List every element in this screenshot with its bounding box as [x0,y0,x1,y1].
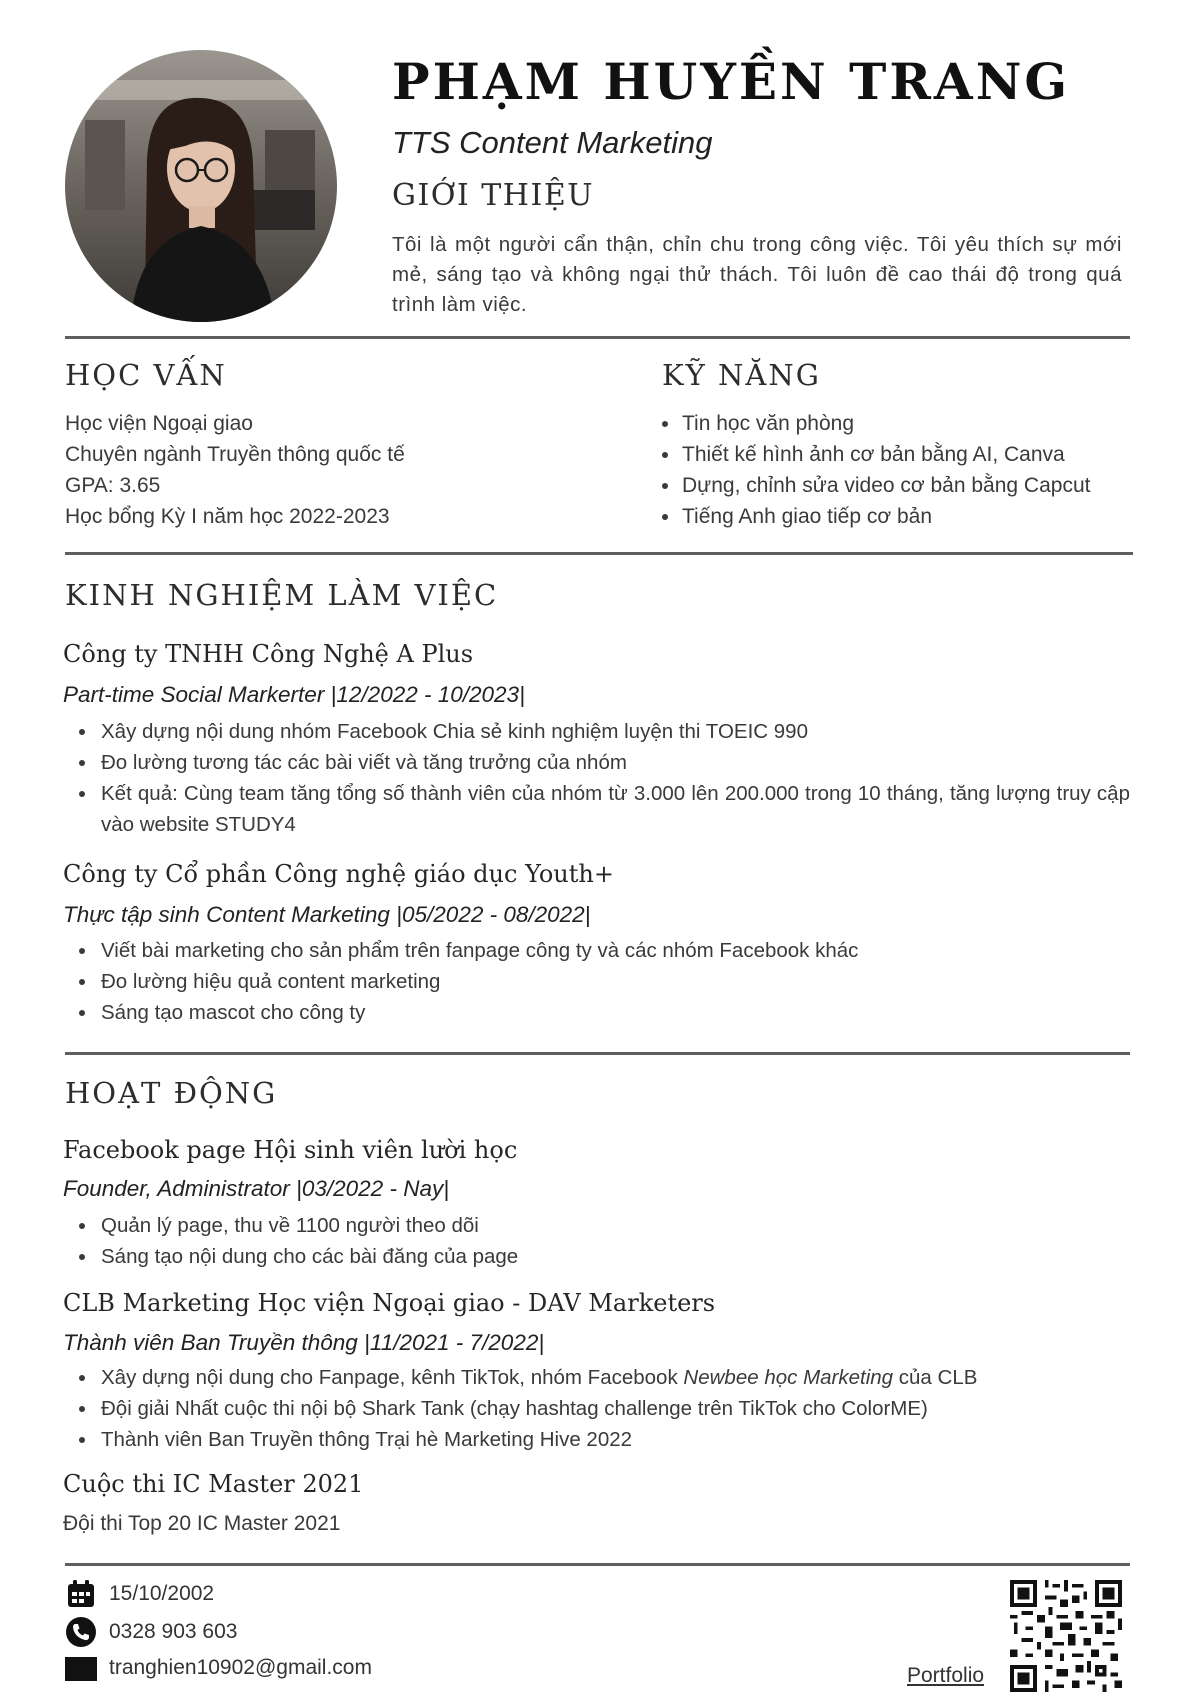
activity-bullet: Quản lý page, thu về 1100 người theo dõi [65,1210,1130,1241]
bullet-text: của CLB [893,1366,978,1389]
phone-icon [65,1616,97,1648]
skill-item: Tiếng Anh giao tiếp cơ bản [662,501,1132,532]
job-bullets [65,935,1130,1028]
email-text: tranghien10902@gmail.com [109,1656,372,1679]
contact-email [65,1652,372,1684]
intro-text: Tôi là một người cẩn thận, chỉn chu trong công việc. Tôi yêu thích sự mới mẻ, sáng tạo và không ngại thử thách. Tôi luôn đề cao thái độ trong quá trình làm việc. [392,233,1122,316]
activity-bullets [65,1210,1130,1272]
activity-bullet: Sáng tạo nội dung cho các bài đăng của page [65,1241,1130,1272]
candidate-role: TTS Content Marketing [392,125,713,160]
education-heading: HỌC VẤN [65,358,227,392]
activity-bullet: Thành viên Ban Truyền thông Trại hè Marketing Hive 2022 [65,1424,1130,1455]
bullet-emphasis: Newbee học Marketing [683,1366,894,1389]
divider [65,552,1133,555]
profile-photo-image [65,50,337,322]
calendar-icon [65,1578,97,1610]
activity-org: Facebook page Hội sinh viên lười học [63,1136,518,1164]
intro-heading: GIỚI THIỆU [392,178,595,213]
skills-list [662,408,1132,532]
birthday-text: 15/10/2002 [109,1582,215,1605]
skill-item: Tin học văn phòng [662,408,1132,439]
activity-bullets [65,1362,1130,1455]
job-bullet: Đo lường hiệu quả content marketing [65,966,1130,997]
skill-item: Thiết kế hình ảnh cơ bản bằng AI, Canva [662,439,1132,470]
contact-phone [65,1616,237,1648]
education-list [65,408,405,532]
bullet-text: Xây dựng nội dung cho Fanpage, kênh TikTok, nhóm Facebook [101,1366,684,1389]
education-gpa: GPA: 3.65 [65,474,161,497]
job-bullet: Kết quả: Cùng team tăng tổng số thành viên của nhóm từ 3.000 lên 200.000 trong 10 tháng, tăng lượng truy cập vào website STUDY4 [65,778,1130,840]
education-school: Học viện Ngoại giao [65,412,253,435]
activity-bullet: Đội giải Nhất cuộc thi nội bộ Shark Tank (chạy hashtag challenge trên TikTok cho ColorME) [65,1393,1130,1424]
job-bullet: Đo lường tương tác các bài viết và tăng trưởng của nhóm [65,747,1130,778]
education-scholarship: Học bổng Kỳ I năm học 2022-2023 [65,505,390,528]
activity-org: CLB Marketing Học viện Ngoại giao - DAV Marketers [63,1289,716,1317]
job-company: Công ty Cổ phần Công nghệ giáo dục Youth+ [63,860,614,888]
job-position: Part-time Social Markerter |12/2022 - 10/2023| [63,682,525,707]
divider [65,336,1130,339]
job-bullets [65,716,1130,840]
experience-heading: KINH NGHIỆM LÀM VIỆC [65,578,499,612]
skill-item: Dựng, chỉnh sửa video cơ bản bằng Capcut [662,470,1132,501]
candidate-name: PHẠM HUYỀN TRANG [392,52,1071,111]
job-position: Thực tập sinh Content Marketing |05/2022 - 08/2022| [63,902,591,927]
job-company: Công ty TNHH Công Nghệ A Plus [63,640,474,668]
contact-birthday [65,1578,214,1610]
activity-note: Đội thi Top 20 IC Master 2021 [63,1512,341,1535]
education-major: Chuyên ngành Truyền thông quốc tế [65,443,405,466]
job-bullet: Sáng tạo mascot cho công ty [65,997,1130,1028]
activity-org: Cuộc thi IC Master 2021 [63,1470,364,1498]
skills-heading: KỸ NĂNG [662,358,821,392]
activity-position: Founder, Administrator |03/2022 - Nay| [63,1176,450,1201]
activity-bullet [65,1362,1130,1393]
qr-code-icon[interactable] [1010,1580,1122,1692]
job-bullet: Xây dựng nội dung nhóm Facebook Chia sẻ kinh nghiệm luyện thi TOEIC 990 [65,716,1130,747]
email-icon [65,1652,97,1684]
activities-heading: HOẠT ĐỘNG [65,1076,278,1110]
job-bullet: Viết bài marketing cho sản phẩm trên fanpage công ty và các nhóm Facebook khác [65,935,1130,966]
divider [65,1563,1130,1566]
portfolio-link[interactable]: Portfolio [907,1664,985,1687]
activity-position: Thành viên Ban Truyền thông |11/2021 - 7/2022| [63,1330,545,1355]
phone-text: 0328 903 603 [109,1620,238,1643]
divider [65,1052,1130,1055]
profile-photo [65,50,337,322]
